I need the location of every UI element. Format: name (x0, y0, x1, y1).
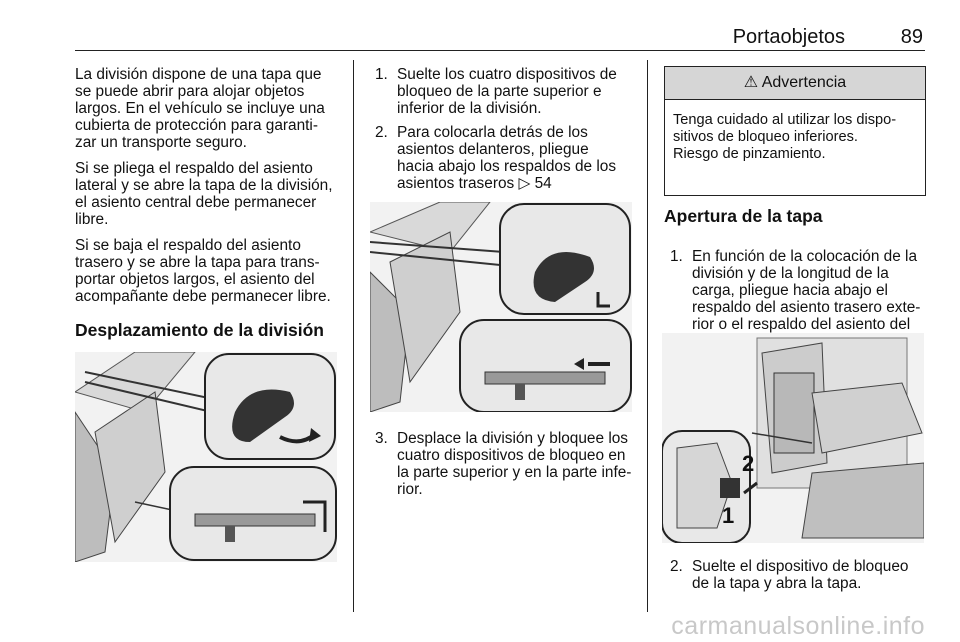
paragraph-rear-seat (75, 237, 347, 305)
step-number: 2. (670, 558, 683, 575)
text-line: Suelte el dispositivo de bloqueo (692, 558, 909, 575)
warning-title: Advertencia (761, 74, 847, 91)
text-line: Para colocarla detrás de los (397, 124, 588, 141)
text-line: asientos delanteros, pliegue (397, 141, 589, 158)
text-line: inferior de la división. (397, 100, 542, 117)
text-line: hacia abajo los respaldos de los (397, 158, 617, 175)
text-line: Suelte los cuatro dispositivos de (397, 66, 617, 83)
warning-body (665, 100, 925, 163)
text-line: sitivos de bloqueo inferiores. (673, 129, 858, 145)
text-line: libre. (75, 211, 109, 228)
callout-label-2: 2 (742, 451, 755, 476)
text-line: La división dispone de una tapa que (75, 66, 322, 83)
warning-box (664, 66, 926, 196)
text-line: zar un transporte seguro. (75, 134, 247, 151)
text-line: la parte superior y en la parte infe- (397, 464, 632, 481)
text-line: de la tapa y abra la tapa. (692, 575, 862, 592)
division-displacement-illustration (75, 352, 337, 562)
step-number: 1. (670, 248, 683, 265)
illustration-svg (75, 352, 337, 562)
folding-seat-lock-illustration (370, 202, 632, 412)
text-line: se puede abrir para alojar objetos (75, 83, 305, 100)
illustration-svg (370, 202, 632, 412)
step-text (397, 66, 637, 117)
page-number: 89 (900, 26, 923, 48)
text-line: el asiento central debe permanecer (75, 194, 317, 211)
header-title: Portaobjetos (732, 26, 845, 48)
text-line: largos. En el vehículo se incluye una (75, 100, 325, 117)
watermark: carmanualsonline.info (671, 612, 925, 640)
text-line: Tenga cuidado al utilizar los dispo- (673, 112, 897, 128)
paragraph-side-seat (75, 160, 347, 228)
step-number: 2. (375, 124, 388, 141)
text-line: rior. (397, 481, 423, 498)
step-text (692, 558, 928, 592)
text-line: rior o el respaldo del asiento del (692, 316, 911, 333)
illustration-svg (662, 333, 924, 543)
text-line: acompañante debe permanecer libre. (75, 288, 331, 305)
text-line: Si se baja el respaldo del asiento (75, 237, 301, 254)
warning-header (665, 67, 925, 100)
text-line: carga, pliegue hacia abajo el (692, 282, 888, 299)
step-text (397, 430, 637, 498)
section-heading-displacement: Desplazamiento de la división (75, 320, 324, 340)
step-text (397, 124, 637, 192)
text-line: respaldo del asiento trasero exte- (692, 299, 921, 316)
header-rule (75, 50, 925, 51)
section-heading-opening: Apertura de la tapa (664, 206, 823, 226)
warning-triangle-icon: ⚠ (743, 74, 759, 91)
text-line: En función de la colocación de la (692, 248, 918, 265)
text-line: Si se pliega el respaldo del asiento (75, 160, 313, 177)
text-line: portar objetos largos, el asiento del (75, 271, 315, 288)
cover-lock-illustration (662, 333, 924, 543)
step-number: 1. (375, 66, 388, 83)
page-header (75, 26, 923, 50)
text-line: lateral y se abre la tapa de la división, (75, 177, 333, 194)
step-number: 3. (375, 430, 388, 447)
text-line: Desplace la división y bloquee los (397, 430, 628, 447)
column-divider (353, 60, 354, 612)
paragraph-division-intro (75, 66, 347, 151)
text-line: cuatro dispositivos de bloqueo en (397, 447, 626, 464)
text-line: bloqueo de la parte superior e (397, 83, 602, 100)
cross-reference-line[interactable]: asientos traseros ▷ 54 (397, 175, 552, 192)
text-line: cubierta de protección para garanti- (75, 117, 318, 134)
text-line: trasero y se abre la tapa para trans- (75, 254, 320, 271)
column-divider (647, 60, 648, 612)
text-line: división y de la longitud de la (692, 265, 889, 282)
text-line: Riesgo de pinzamiento. (673, 146, 826, 162)
callout-label-1: 1 (722, 503, 735, 528)
